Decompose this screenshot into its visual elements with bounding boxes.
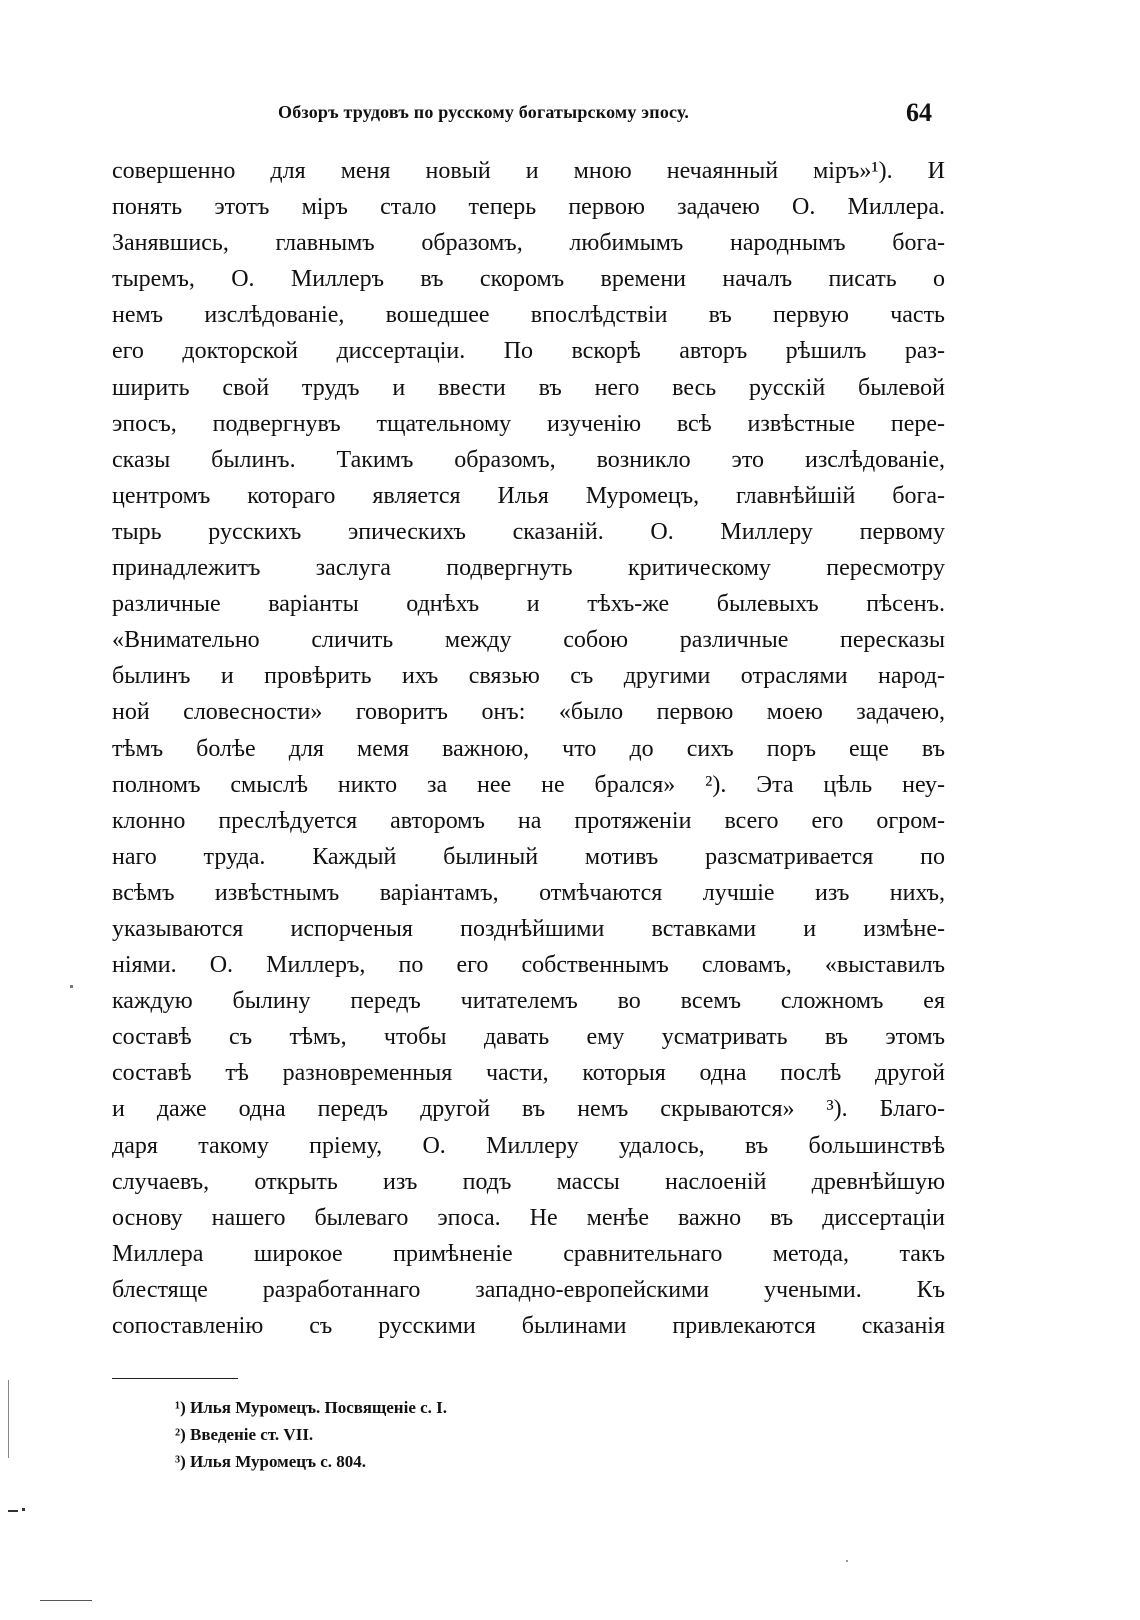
footnote: ²) Введеніе ст. VII. <box>175 1425 314 1444</box>
scan-artifact <box>70 985 73 988</box>
text-line: Миллера широкое примѣненіе сравнительнаго метода, такъ <box>112 1240 945 1267</box>
running-title: Обзоръ трудовъ по русскому богатырскому эпосу. <box>278 102 690 122</box>
text-line: различные варіанты однѣхъ и тѣхъ-же былевыхъ пѣсенъ. <box>112 591 945 618</box>
text-line: ширить свой трудъ и ввести въ него весь русскій былевой <box>112 374 945 401</box>
scan-artifact <box>846 1560 848 1562</box>
text-line: Занявшись, главнымъ образомъ, любимымъ народнымъ бога- <box>112 230 945 257</box>
text-line: блестяще разработаннаго западно-европейскими учеными. Къ <box>112 1276 945 1303</box>
page-number: 64 <box>906 98 932 127</box>
text-line: ніями. О. Миллеръ, по его собственнымъ словамъ, «выставилъ <box>112 952 945 979</box>
text-line: былинъ и провѣрить ихъ связью съ другими отраслями народ- <box>112 663 945 690</box>
text-line: принадлежитъ заслуга подвергнуть критическому пересмотру <box>112 555 945 582</box>
text-line: каждую былину передъ читателемъ во всемъ сложномъ ея <box>112 988 945 1015</box>
body-text <box>112 153 945 1344</box>
text-line: его докторской диссертаціи. По вскорѣ авторъ рѣшилъ раз- <box>112 338 945 365</box>
text-line: эпосъ, подвергнувъ тщательному изученію всѣ извѣстные пере- <box>112 410 945 437</box>
footnotes <box>175 1394 447 1475</box>
text-line: ной словесности» говоритъ онъ: «было первою моею задачею, <box>112 699 945 726</box>
text-line: тыремъ, О. Миллеръ въ скоромъ времени началъ писать о <box>112 266 945 293</box>
scan-artifact <box>8 1380 9 1458</box>
scan-artifact <box>22 1508 25 1511</box>
text-line: «Внимательно сличить между собою различные пересказы <box>112 627 945 654</box>
footnote-rule <box>112 1378 238 1379</box>
text-line: наго труда. Каждый былиный мотивъ разсматривается по <box>112 843 945 870</box>
text-line: тырь русскихъ эпическихъ сказаній. О. Миллеру первому <box>112 518 945 545</box>
text-line: центромъ котораго является Илья Муромецъ, главнѣйшій бога- <box>112 482 945 509</box>
text-line: основу нашего былеваго эпоса. Не менѣе важно въ диссертаціи <box>112 1204 945 1231</box>
text-line: клонно преслѣдуется авторомъ на протяженіи всего его огром- <box>112 807 945 834</box>
text-line: и даже одна передъ другой въ немъ скрываются» ³). Благо- <box>112 1096 945 1123</box>
text-line: всѣмъ извѣстнымъ варіантамъ, отмѣчаются лучшіе изъ нихъ, <box>112 879 945 906</box>
text-line: совершенно для меня новый и мною нечаянный міръ»¹). И <box>112 158 945 184</box>
text-line: немъ изслѣдованіе, вошедшее впослѣдствіи въ первую часть <box>112 302 945 329</box>
text-line: указываются испорченыя позднѣйшими вставками и измѣне- <box>112 915 945 942</box>
footnote: ³) Илья Муромецъ с. 804. <box>175 1452 367 1471</box>
text-line: понять этотъ міръ стало теперь первою задачею О. Миллера. <box>112 194 945 221</box>
text-line: полномъ смыслѣ никто за нее не брался» ²). Эта цѣль неу- <box>112 771 945 798</box>
text-line: составѣ съ тѣмъ, чтобы давать ему усматривать въ этомъ <box>112 1024 945 1051</box>
scan-artifact <box>8 1510 18 1512</box>
text-line: случаевъ, открыть изъ подъ массы наслоеній древнѣйшую <box>112 1168 945 1195</box>
footnote: ¹) Илья Муромецъ. Посвященіе с. I. <box>175 1398 448 1417</box>
text-line: даря такому пріему, О. Миллеру удалось, въ большинствѣ <box>112 1132 945 1159</box>
text-line: сказы былинъ. Такимъ образомъ, возникло это изслѣдованіе, <box>112 446 945 473</box>
text-line: сопоставленію съ русскими былинами привлекаются сказанія <box>112 1313 945 1339</box>
scan-artifact <box>40 1600 92 1601</box>
text-line: составѣ тѣ разновременныя части, которыя одна послѣ другой <box>112 1060 945 1087</box>
text-line: тѣмъ болѣе для мемя важною, что до сихъ поръ еще въ <box>112 735 945 762</box>
